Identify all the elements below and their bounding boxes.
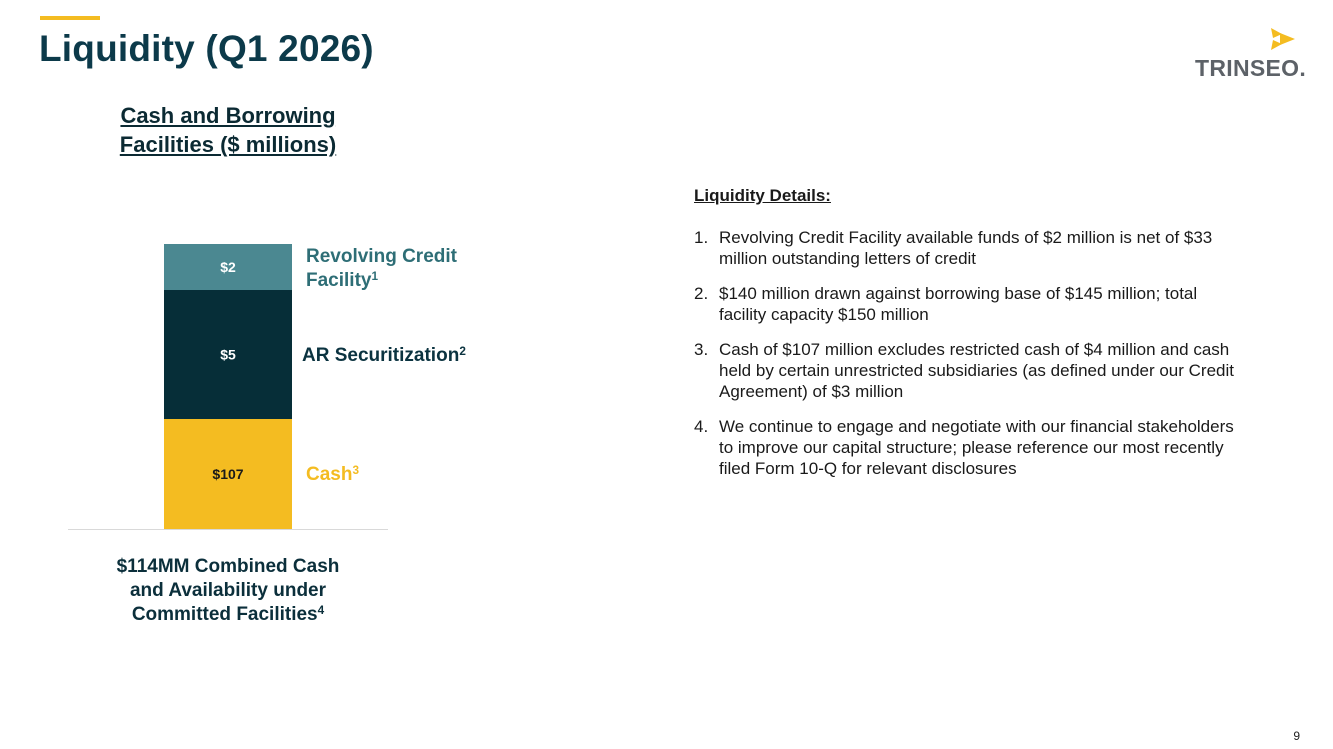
details-item-text: Cash of $107 million excludes restricted cash of $4 million and cash held by certain unrestricted subsidiaries (as defined under our Credit Agreement) of $3 million (719, 340, 1234, 401)
details-item-2 (694, 283, 1239, 325)
page-number: 9 (1293, 729, 1300, 743)
series-label-revolving-credit: Revolving Credit Facility$^1$ (306, 246, 457, 291)
details-item-1 (694, 227, 1239, 269)
chart-heading-line2: Facilities ($ millions) (119, 132, 337, 157)
details-item-text: $140 million drawn against borrowing base of $145 million; total facility capacity $150 million (719, 284, 1198, 324)
details-item-4 (694, 416, 1239, 479)
logo-wordmark: TRINSEO. (1195, 55, 1307, 81)
data-label-cash: $107 (212, 466, 244, 482)
details-heading: Liquidity Details: (694, 186, 831, 205)
details-list (694, 227, 1239, 493)
details-item-text: Revolving Credit Facility available funds of $2 million is net of $33 million outstanding letters of credit (719, 228, 1213, 268)
details-item-number: 1. (694, 228, 709, 247)
data-label-ar-securitization: $5 (220, 346, 236, 363)
details-item-3 (694, 339, 1239, 402)
details-item-number: 2. (694, 284, 709, 303)
series-label-ar-securitization: AR Securitization$^2$ (302, 345, 466, 366)
details-item-text: We continue to engage and negotiate with our financial stakeholders to improve our capital structure; please reference our most recently filed Form 10-Q for relevant disclosures (719, 417, 1234, 478)
chart-total-label: $114MM Combined Cash and Availability under Committed Facilities$^4$ (116, 556, 340, 625)
series-label-cash: Cash$^3$ (306, 464, 360, 485)
data-label-revolving-credit: $2 (220, 259, 236, 275)
slide-title: Liquidity (Q1 2026) (39, 28, 374, 69)
details-item-number: 3. (694, 340, 709, 359)
details-item-number: 4. (694, 417, 709, 436)
chart-heading-line1: Cash and Borrowing (120, 103, 336, 128)
